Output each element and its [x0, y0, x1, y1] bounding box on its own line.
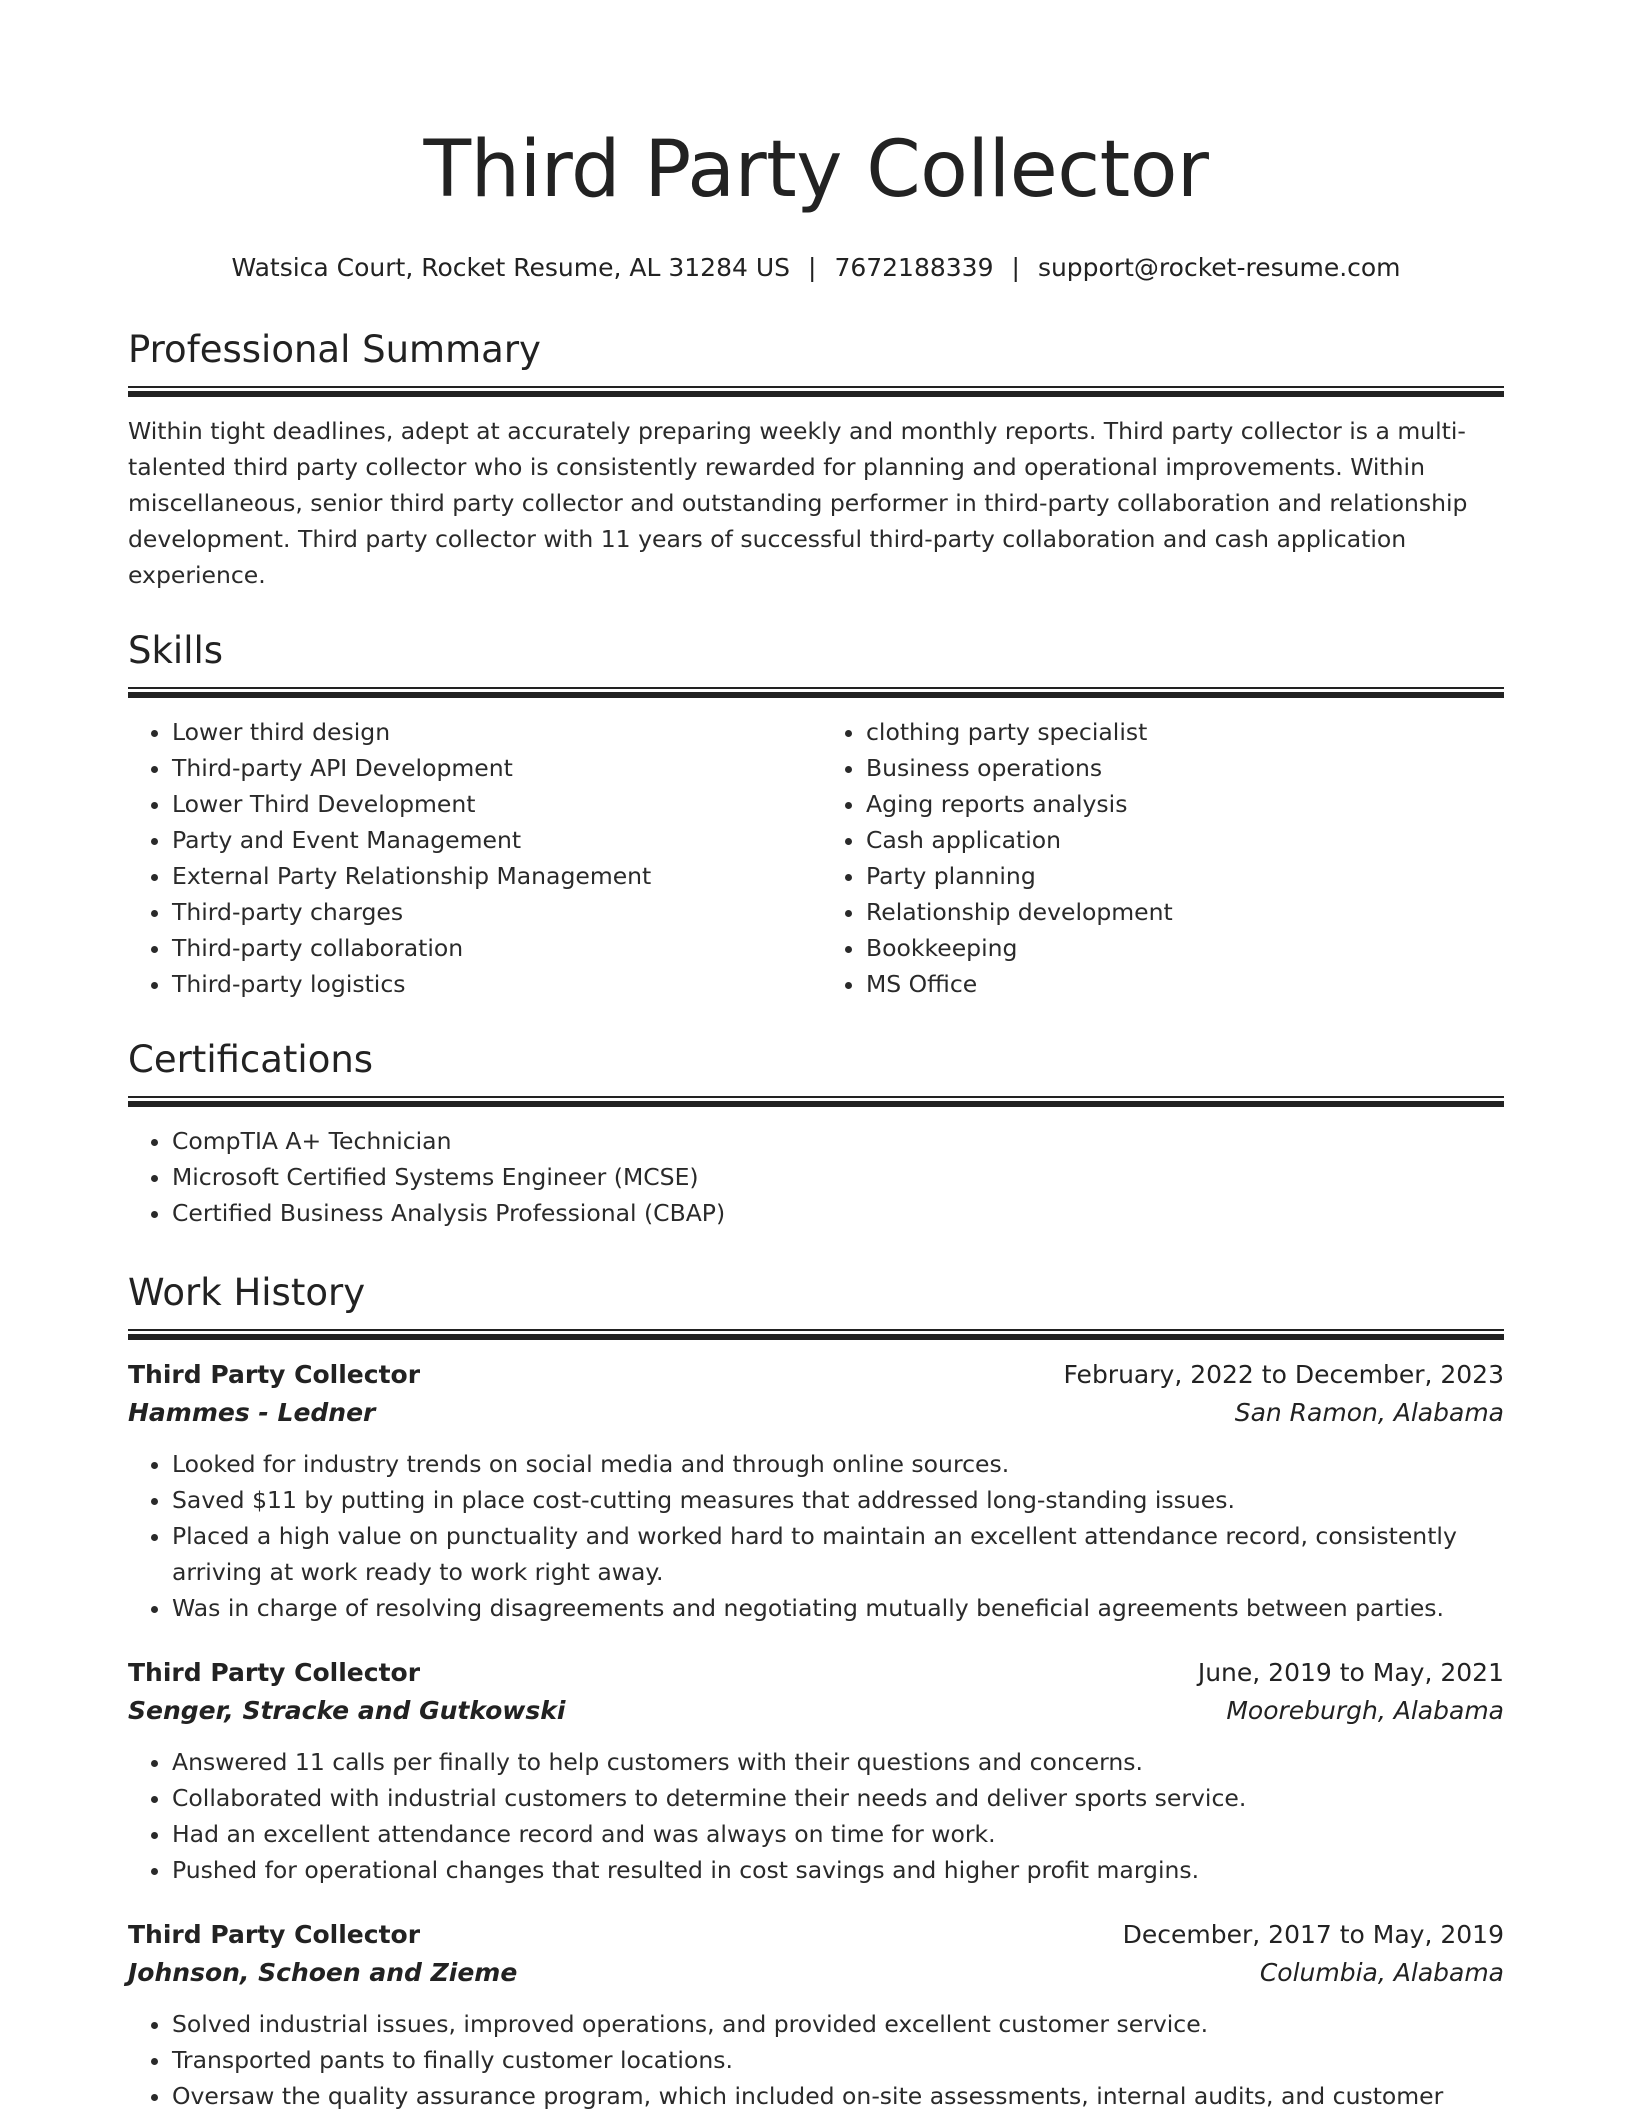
summary-text: Within tight deadlines, adept at accurately preparing weekly and monthly reports. Third party collector is a multi-talented third party collector who is consistently rewarded for planning and operational improvements. Within miscellaneous, senior third party collector and outstanding performer in third-party collaboration and relationship development. Third party collector with 11 years of successful third-party collaboration and cash application experience. — [128, 417, 1468, 589]
job-bullet: • Had an excellent attendance record and was always on time for work. — [172, 1816, 1504, 1852]
job-bullet: • Solved industrial issues, improved operations, and provided excellent customer service. — [172, 2006, 1504, 2042]
skill-item: • Third-party charges — [172, 894, 816, 930]
job-bullet: • Pushed for operational changes that resulted in cost savings and higher profit margins. — [172, 1852, 1504, 1888]
certification-item: • Certified Business Analysis Professional (CBAP) — [172, 1195, 1504, 1231]
contact-separator: | — [1011, 253, 1020, 282]
job-bullets — [128, 1446, 1504, 1626]
job-header-row — [128, 1654, 1504, 1692]
contact-address: Watsica Court, Rocket Resume, AL 31284 US — [231, 253, 790, 282]
skill-item: • Cash application — [866, 822, 1504, 858]
skill-item: • Relationship development — [866, 894, 1504, 930]
skills-section — [128, 629, 1504, 1002]
job-bullets — [128, 2006, 1504, 2112]
section-divider — [128, 386, 1504, 397]
job-title: Third Party Collector — [128, 1658, 421, 1687]
job-company: Senger, Stracke and Gutkowski — [128, 1696, 566, 1725]
job-title: Third Party Collector — [128, 1360, 421, 1389]
job-header-row — [128, 1916, 1504, 1954]
skills-grid — [128, 714, 1504, 1002]
job-bullet: • Saved $11 by putting in place cost-cutting measures that addressed long-standing issues. — [172, 1482, 1504, 1518]
skill-item: • Party and Event Management — [172, 822, 816, 858]
job-company-row — [128, 1394, 1504, 1432]
job-location: San Ramon, Alabama — [1234, 1398, 1504, 1427]
skill-item: • Lower third design — [172, 714, 816, 750]
section-divider — [128, 687, 1504, 698]
job-location: Columbia, Alabama — [1259, 1958, 1504, 1987]
section-title-skills: Skills — [128, 629, 224, 672]
skills-list-right — [816, 714, 1504, 1002]
skill-item: • Party planning — [866, 858, 1504, 894]
skill-item: • clothing party specialist — [866, 714, 1504, 750]
skill-item: • Third-party logistics — [172, 966, 816, 1002]
contact-separator: | — [808, 253, 817, 282]
job-dates: February, 2022 to December, 2023 — [1063, 1360, 1504, 1389]
job-entry — [128, 1356, 1504, 1626]
resume-name: Third Party Collector — [423, 125, 1209, 215]
job-bullet: • Looked for industry trends on social media and through online sources. — [172, 1446, 1504, 1482]
job-entry — [128, 1654, 1504, 1888]
job-company-row — [128, 1954, 1504, 1992]
job-bullet: • Answered 11 calls per finally to help customers with their questions and concerns. — [172, 1744, 1504, 1780]
certification-item: • CompTIA A+ Technician — [172, 1123, 1504, 1159]
job-bullets — [128, 1744, 1504, 1888]
job-company-row — [128, 1692, 1504, 1730]
skill-item: • Third-party API Development — [172, 750, 816, 786]
summary-section — [128, 328, 1504, 593]
contact-line — [128, 252, 1504, 284]
job-bullet: • Was in charge of resolving disagreements and negotiating mutually beneficial agreements between parties. — [172, 1590, 1504, 1626]
job-bullet: • Transported pants to finally customer locations. — [172, 2042, 1504, 2078]
certifications-list — [128, 1123, 1504, 1231]
section-divider — [128, 1329, 1504, 1340]
skill-item: • Business operations — [866, 750, 1504, 786]
job-company: Hammes - Ledner — [128, 1398, 376, 1427]
skills-list-left — [128, 714, 816, 1002]
job-bullet: • Collaborated with industrial customers to determine their needs and deliver sports service. — [172, 1780, 1504, 1816]
job-bullet: • Placed a high value on punctuality and worked hard to maintain an excellent attendance record, consistently arriving at work ready to work right away. — [172, 1518, 1504, 1590]
job-company: Johnson, Schoen and Zieme — [128, 1958, 518, 1987]
job-bullet: • Oversaw the quality assurance program, which included on-site assessments, internal audits, and customer — [172, 2078, 1504, 2112]
section-title-summary: Professional Summary — [128, 328, 541, 371]
certification-item: • Microsoft Certified Systems Engineer (MCSE) — [172, 1159, 1504, 1195]
certifications-section — [128, 1038, 1504, 1231]
skill-item: • Bookkeeping — [866, 930, 1504, 966]
job-location: Mooreburgh, Alabama — [1226, 1696, 1504, 1725]
skill-item: • Lower Third Development — [172, 786, 816, 822]
job-entry — [128, 1916, 1504, 2112]
contact-email: support@rocket-resume.com — [1037, 253, 1401, 282]
job-dates: June, 2019 to May, 2021 — [1197, 1658, 1504, 1687]
section-title-work-history: Work History — [128, 1271, 366, 1314]
skill-item: • Aging reports analysis — [866, 786, 1504, 822]
section-divider — [128, 1096, 1504, 1107]
skill-item: • MS Office — [866, 966, 1504, 1002]
job-title: Third Party Collector — [128, 1920, 421, 1949]
skill-item: • Third-party collaboration — [172, 930, 816, 966]
job-dates: December, 2017 to May, 2019 — [1122, 1920, 1504, 1949]
contact-phone: 7672188339 — [834, 253, 994, 282]
skill-item: • External Party Relationship Management — [172, 858, 816, 894]
job-header-row — [128, 1356, 1504, 1394]
section-title-certifications: Certifications — [128, 1038, 374, 1081]
work-history-section — [128, 1271, 1504, 2112]
